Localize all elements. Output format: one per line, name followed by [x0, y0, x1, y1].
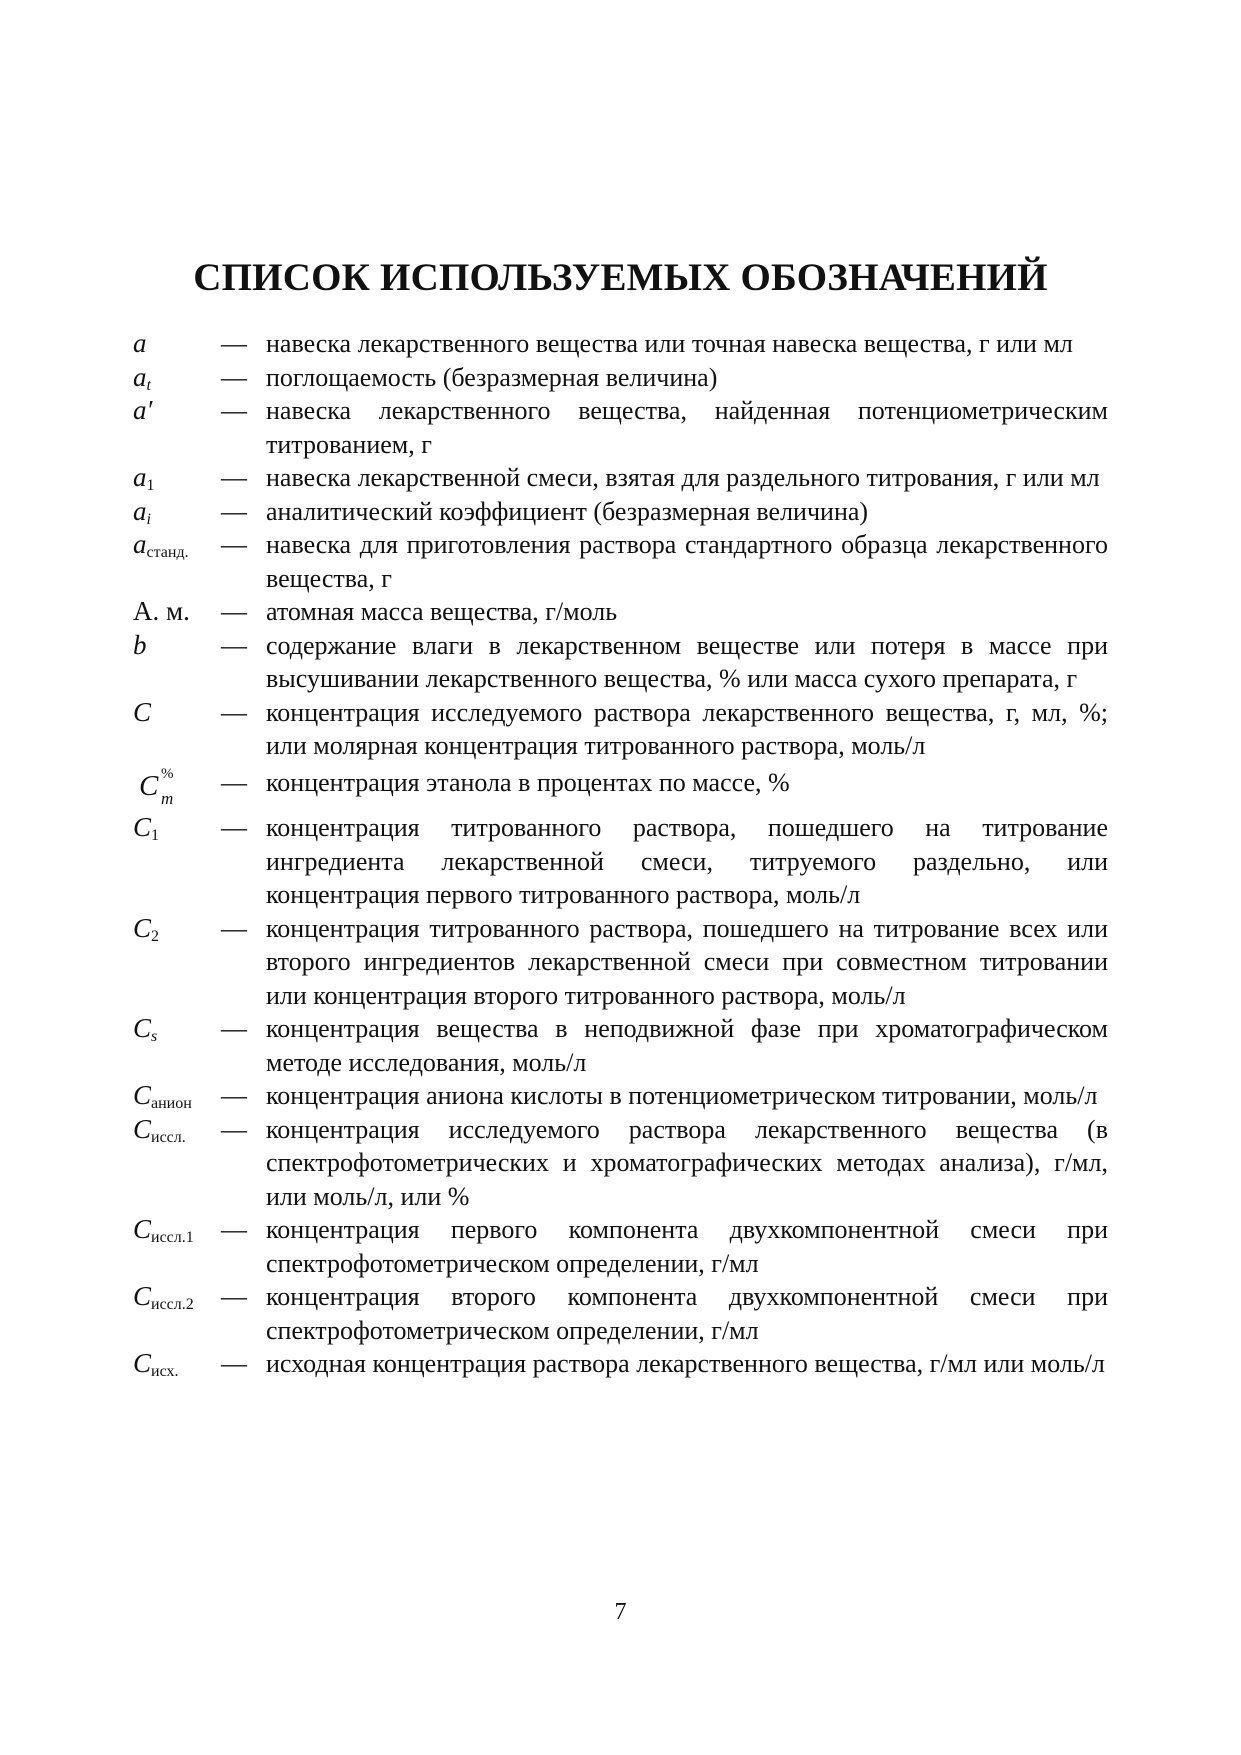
notation-list [133, 327, 1108, 1381]
page-number: 7 [614, 1599, 627, 1625]
description: поглощаемость (безразмерная величина) [266, 362, 718, 392]
dash: — [221, 1014, 247, 1043]
list-item [133, 1213, 1108, 1280]
description: навеска лекарственного вещества, найденная потенциометрическим титрованием, г [266, 396, 1108, 459]
symbol: А. м. [133, 596, 190, 626]
symbol: $C_2$ [133, 912, 160, 945]
symbol: $a_i$ [133, 495, 151, 528]
list-item [133, 528, 1108, 595]
page-title: СПИСОК ИСПОЛЬЗУЕМЫХ ОБОЗНАЧЕНИЙ [193, 256, 1048, 299]
dash: — [221, 767, 247, 797]
description: концентрация титрованного раствора, пошедшего на титрование ингредиента лекарственной смеси, титруемого раздельно, или концентрация первого титрованного раствора, моль/л [266, 813, 1108, 909]
dash: — [221, 1282, 247, 1311]
description: концентрация титрованного раствора, пошедшего на титрование всех или второго ингредиентов лекарственной смеси при совместном титровании или концентрация второго титрованного раствора, моль/л [266, 913, 1108, 1010]
list-item [133, 696, 1108, 763]
symbol: $C_{иссл.1}$ [133, 1214, 194, 1246]
dash: — [221, 697, 247, 727]
symbol: $a_t$ [133, 361, 151, 394]
list-item [133, 1113, 1108, 1214]
symbol: $C_{иссл.2}$ [133, 1281, 194, 1313]
symbol: $C_{иссл.}$ [133, 1113, 186, 1146]
description: исходная концентрация раствора лекарственного вещества, г/мл или моль/л [266, 1349, 1105, 1378]
dash: — [221, 329, 247, 358]
dash: — [221, 530, 247, 559]
list-item [133, 361, 1108, 395]
dash: — [221, 1215, 247, 1244]
description: концентрация исследуемого раствора лекарственного вещества, г, мл, %; или молярная концентрация титрованного раствора, моль/л [266, 697, 1108, 760]
symbol: $a_1$ [133, 462, 155, 494]
list-item [133, 629, 1108, 696]
dash: — [221, 630, 247, 660]
list-item [133, 1347, 1108, 1381]
dash: — [221, 1114, 247, 1144]
symbol: $C_s$ [133, 1013, 158, 1045]
symbol: C % m [139, 765, 174, 808]
description: концентрация вещества в неподвижной фазе при хроматографическом методе исследования, моль/л [266, 1014, 1108, 1077]
symbol: a′ [133, 395, 153, 425]
dash: — [221, 362, 247, 392]
dash: — [221, 463, 247, 492]
symbol: $C_1$ [133, 812, 160, 844]
list-item [133, 461, 1108, 495]
description: навеска лекарственной смеси, взятая для раздельного титрования, г или мл [266, 463, 1100, 492]
description: навеска лекарственного вещества или точная навеска вещества, г или мл [266, 329, 1073, 358]
symbol: a [133, 328, 147, 358]
list-item [133, 394, 1108, 461]
symbol: $C_{анион}$ [133, 1080, 192, 1112]
dash: — [221, 1081, 247, 1110]
list-item [133, 327, 1108, 361]
symbol: C [133, 696, 152, 727]
description: концентрация исследуемого раствора лекарственного вещества (в спектрофотометрических и хроматографических методах анализа), г/мл, или моль/л, или % [266, 1114, 1108, 1211]
dash: — [221, 396, 247, 425]
description: концентрация этанола в процентах по массе, % [266, 767, 790, 797]
list-item [133, 766, 1108, 808]
description: навеска для приготовления раствора стандартного образца лекарственного вещества, г [266, 530, 1108, 593]
description: содержание влаги в лекарственном веществе или потеря в массе при высушивании лекарственного вещества, % или масса сухого препарата, г [266, 630, 1108, 693]
list-item [133, 1079, 1108, 1113]
dash: — [221, 813, 247, 842]
list-item [133, 1280, 1108, 1347]
description: атомная масса вещества, г/моль [266, 597, 618, 626]
list-item [133, 811, 1108, 912]
dash: — [221, 496, 247, 526]
list-item [133, 1012, 1108, 1079]
symbol: b [133, 629, 147, 660]
description: концентрация первого компонента двухкомпонентной смеси при спектрофотометрическом определении, г/мл [266, 1215, 1108, 1278]
description: аналитический коэффициент (безразмерная величина) [266, 496, 869, 526]
list-item [133, 495, 1108, 529]
description: концентрация второго компонента двухкомпонентной смеси при спектрофотометрическом определении, г/мл [266, 1282, 1108, 1345]
description: концентрация аниона кислоты в потенциометрическом титровании, моль/л [266, 1081, 1098, 1110]
symbol: $a_{станд.}$ [133, 529, 189, 561]
dash: — [221, 913, 247, 943]
dash: — [221, 1349, 247, 1378]
list-item [133, 595, 1108, 629]
dash: — [221, 597, 247, 626]
symbol: $C_{исх.}$ [133, 1348, 179, 1380]
list-item [133, 912, 1108, 1013]
